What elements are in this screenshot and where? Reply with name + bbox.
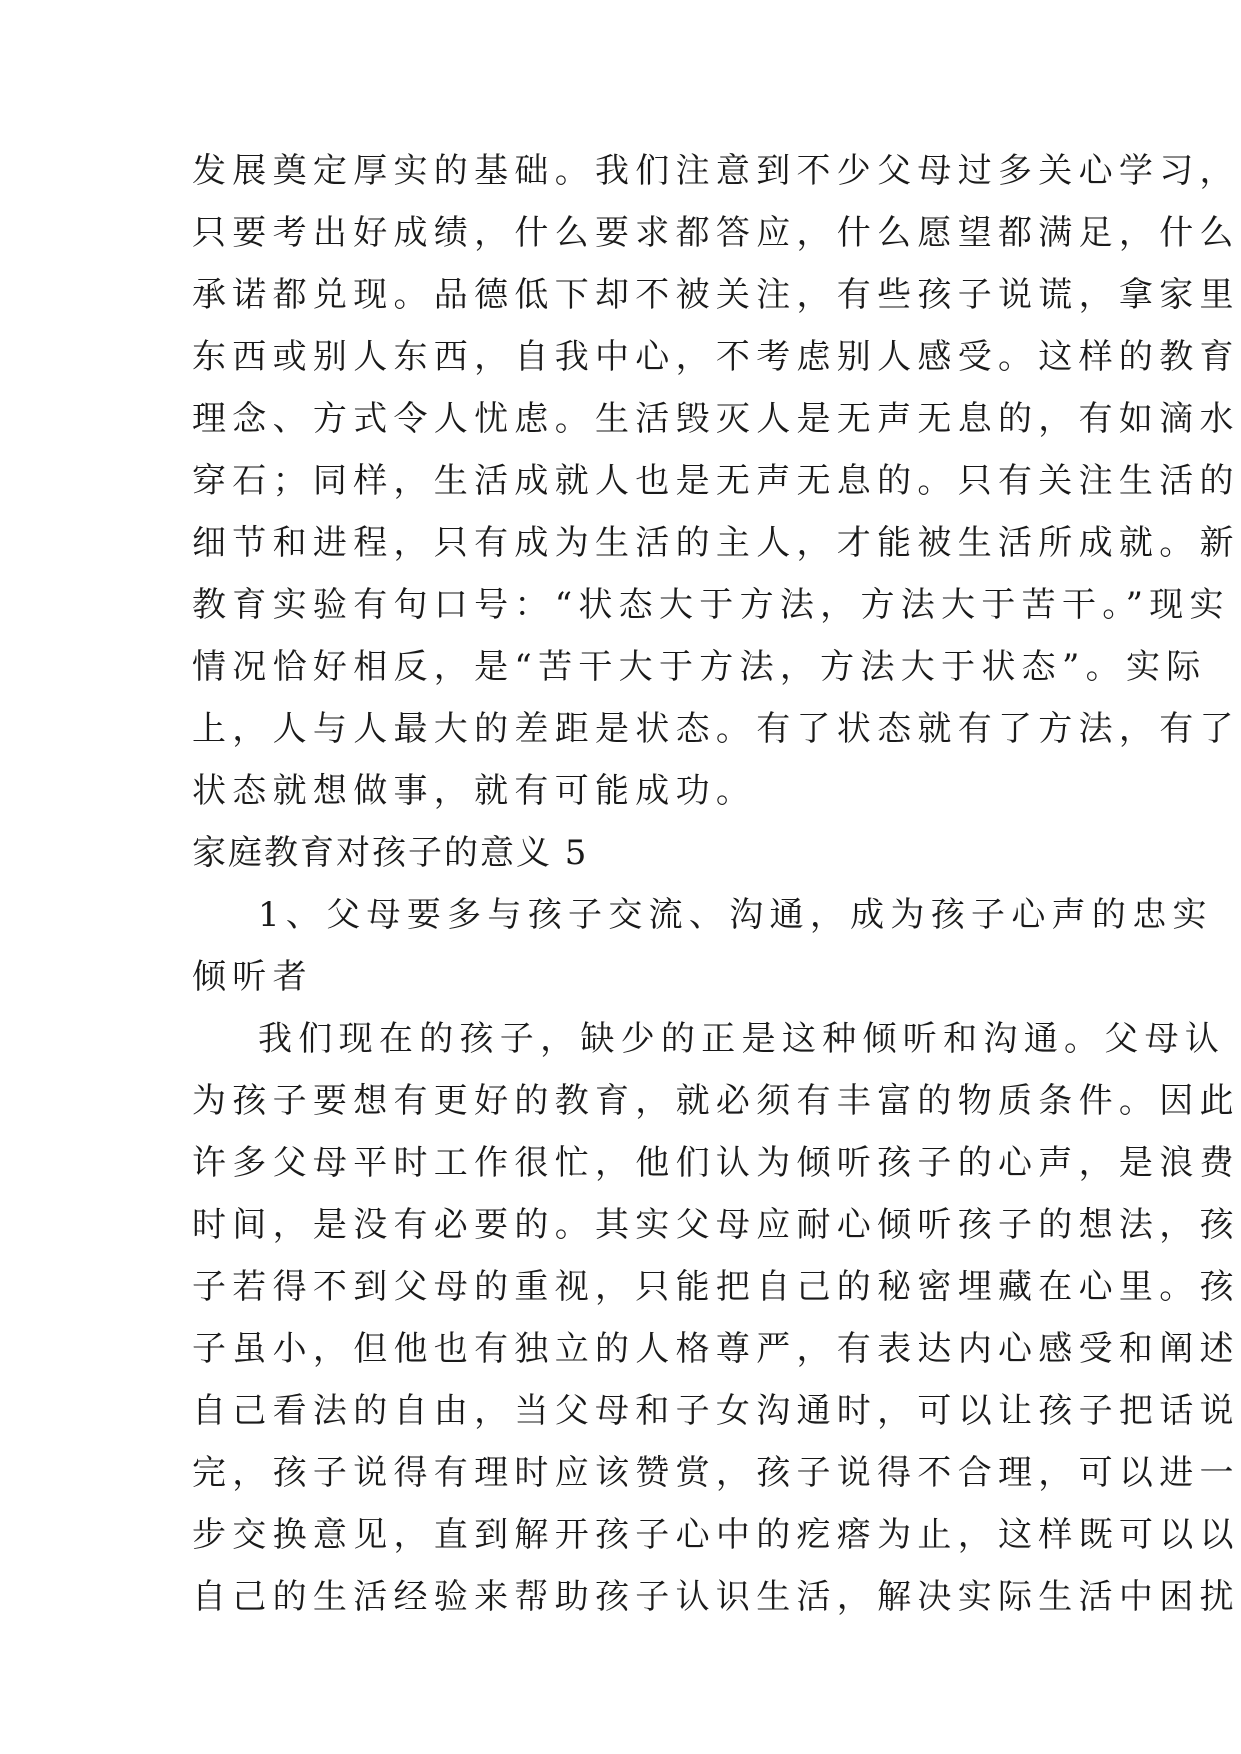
text-line: 细节和进程，只有成为生活的主人，才能被生活所成就。新 <box>192 523 1240 563</box>
text-line: 完，孩子说得有理时应该赞赏，孩子说得不合理，可以进一 <box>192 1453 1240 1493</box>
text-line: 自己的生活经验来帮助孩子认识生活，解决实际生活中困扰 <box>192 1577 1240 1617</box>
text-line: 时间，是没有必要的。其实父母应耐心倾听孩子的想法，孩 <box>192 1205 1240 1245</box>
text-line: 1、父母要多与孩子交流、沟通，成为孩子心声的忠实 <box>258 895 1213 935</box>
text-line: 上，人与人最大的差距是状态。有了状态就有了方法，有了 <box>192 709 1240 749</box>
text-line: 状态就想做事，就有可能成功。 <box>192 771 757 811</box>
section-heading: 家庭教育对孩子的意义 5 <box>192 833 589 873</box>
text-line: 承诺都兑现。品德低下却不被关注，有些孩子说谎，拿家里 <box>192 275 1240 315</box>
text-line: 发展奠定厚实的基础。我们注意到不少父母过多关心学习， <box>192 151 1240 191</box>
text-line: 理念、方式令人忧虑。生活毁灭人是无声无息的，有如滴水 <box>192 399 1240 439</box>
text-line: 为孩子要想有更好的教育，就必须有丰富的物质条件。因此 <box>192 1081 1240 1121</box>
text-line: 穿石；同样，生活成就人也是无声无息的。只有关注生活的 <box>192 461 1240 501</box>
text-line: 东西或别人东西，自我中心，不考虑别人感受。这样的教育 <box>192 337 1240 377</box>
text-line: 只要考出好成绩，什么要求都答应，什么愿望都满足，什么 <box>192 213 1240 253</box>
text-line: 教育实验有句口号：“状态大于方法，方法大于苦干。”现实 <box>192 585 1230 625</box>
text-line: 自己看法的自由，当父母和子女沟通时，可以让孩子把话说 <box>192 1391 1240 1431</box>
text-line: 步交换意见，直到解开孩子心中的疙瘩为止，这样既可以以 <box>192 1515 1240 1555</box>
text-line: 子虽小，但他也有独立的人格尊严，有表达内心感受和阐述 <box>192 1329 1240 1369</box>
text-line: 倾听者 <box>192 957 313 997</box>
text-line: 子若得不到父母的重视，只能把自己的秘密埋藏在心里。孩 <box>192 1267 1240 1307</box>
text-line: 我们现在的孩子，缺少的正是这种倾听和沟通。父母认 <box>258 1019 1226 1059</box>
text-line: 情况恰好相反，是“苦干大于方法，方法大于状态”。实际 <box>192 647 1207 687</box>
text-line: 许多父母平时工作很忙，他们认为倾听孩子的心声，是浪费 <box>192 1143 1240 1183</box>
